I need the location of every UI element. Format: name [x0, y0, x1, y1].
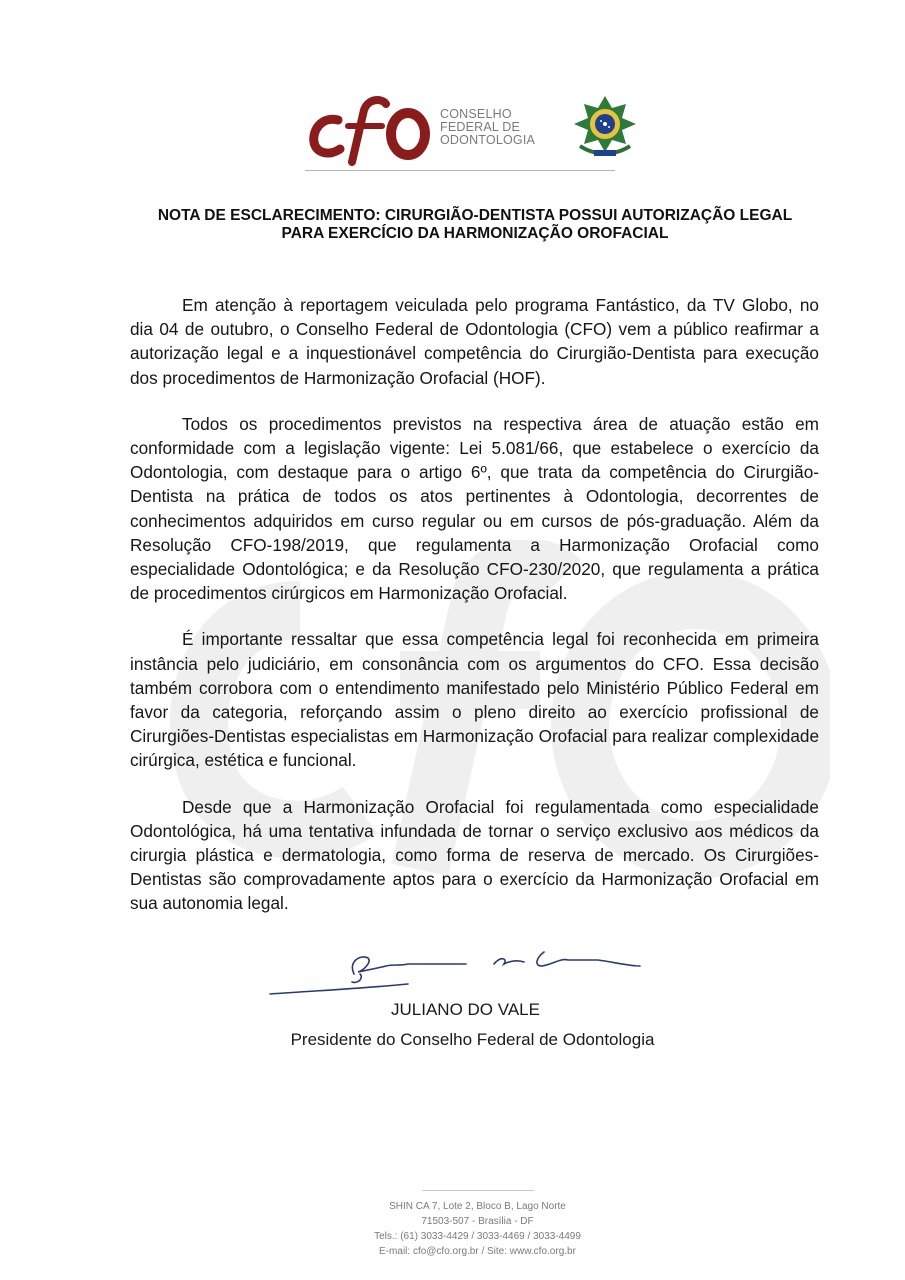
document-title: [120, 207, 830, 243]
document-body: [130, 293, 819, 938]
cfo-logo: [308, 94, 434, 166]
header-divider: [305, 170, 615, 171]
signatory-role: Presidente do Conselho Federal de Odontologia: [290, 1030, 655, 1049]
paragraph: Em atenção à reportagem veiculada pelo programa Fantástico, da TV Globo, no dia 04 de outubro, o Conselho Federal de Odontologia (CFO) vem a público reafirmar a autorização legal e a inquestionável competência do Cirurgião-Dentista para execução dos procedimentos de Harmonização Orofacial (HOF).: [130, 295, 819, 388]
paragraph: Todos os procedimentos previstos na respectiva área de atuação estão em conformidade com a legislação vigente: Lei 5.081/66, que estabelece o exercício da Odontologia, com destaque para o artigo 6º, que trata da competência do Cirurgião-Dentista na prática de todos os atos pertinentes à Odontologia, decorrentes de conhecimentos adquiridos em curso regular ou em cursos de pós-graduação. Além da Resolução CFO-198/2019, que regulamenta a Harmonização Orofacial como especialidade Odontológica; e da Resolução CFO-230/2020, que regulamenta a prática de procedimentos cirúrgicos em Harmonização Orofacial.: [130, 413, 819, 604]
footer-line: E-mail: cfo@cfo.org.br / Site: www.cfo.org.br: [379, 1246, 576, 1257]
paragraph: Desde que a Harmonização Orofacial foi regulamentada como especialidade Odontológica, há uma tentativa infundada de tornar o serviço exclusivo aos médicos da cirurgia plástica e dermatologia, como forma de reserva de mercado. Os Cirurgiões-Dentistas são comprovadamente aptos para o exercício da Harmonização Orofacial em sua autonomia legal.: [130, 796, 819, 914]
title-line-2: PARA EXERCÍCIO DA HARMONIZAÇÃO OROFACIAL: [281, 225, 669, 242]
footer-line: Tels.: (61) 3033-4429 / 3033-4469 / 3033-4499: [374, 1231, 581, 1242]
footer-line: SHIN CA 7, Lote 2, Bloco B, Lago Norte: [389, 1201, 566, 1212]
paragraph: É importante ressaltar que essa competência legal foi reconhecida em primeira instância pelo judiciário, em consonância com os argumentos do CFO. Essa decisão também corrobora com o entendimento manifestado pelo Ministério Público Federal em favor da categoria, reforçando assim o pleno direito ao exercício profissional de Cirurgiões-Dentistas especialistas em Harmonização Orofacial para realizar complexidade cirúrgica, estética e funcional.: [130, 629, 819, 771]
letterhead: [0, 90, 905, 180]
handwritten-signature: [268, 944, 648, 1000]
logo-wordmark: CONSELHO FEDERAL DE ODONTOLOGIA: [440, 107, 536, 147]
footer-line: 71503-507 - Brasília - DF: [421, 1216, 534, 1227]
brazil-coat-of-arms-icon: [570, 94, 640, 160]
signatory-name: JULIANO DO VALE: [391, 1000, 540, 1019]
footer-divider: [422, 1190, 534, 1191]
title-line-1: NOTA DE ESCLARECIMENTO: CIRURGIÃO-DENTISTA POSSUI AUTORIZAÇÃO LEGAL: [157, 207, 793, 224]
footer-address: [0, 1199, 905, 1259]
